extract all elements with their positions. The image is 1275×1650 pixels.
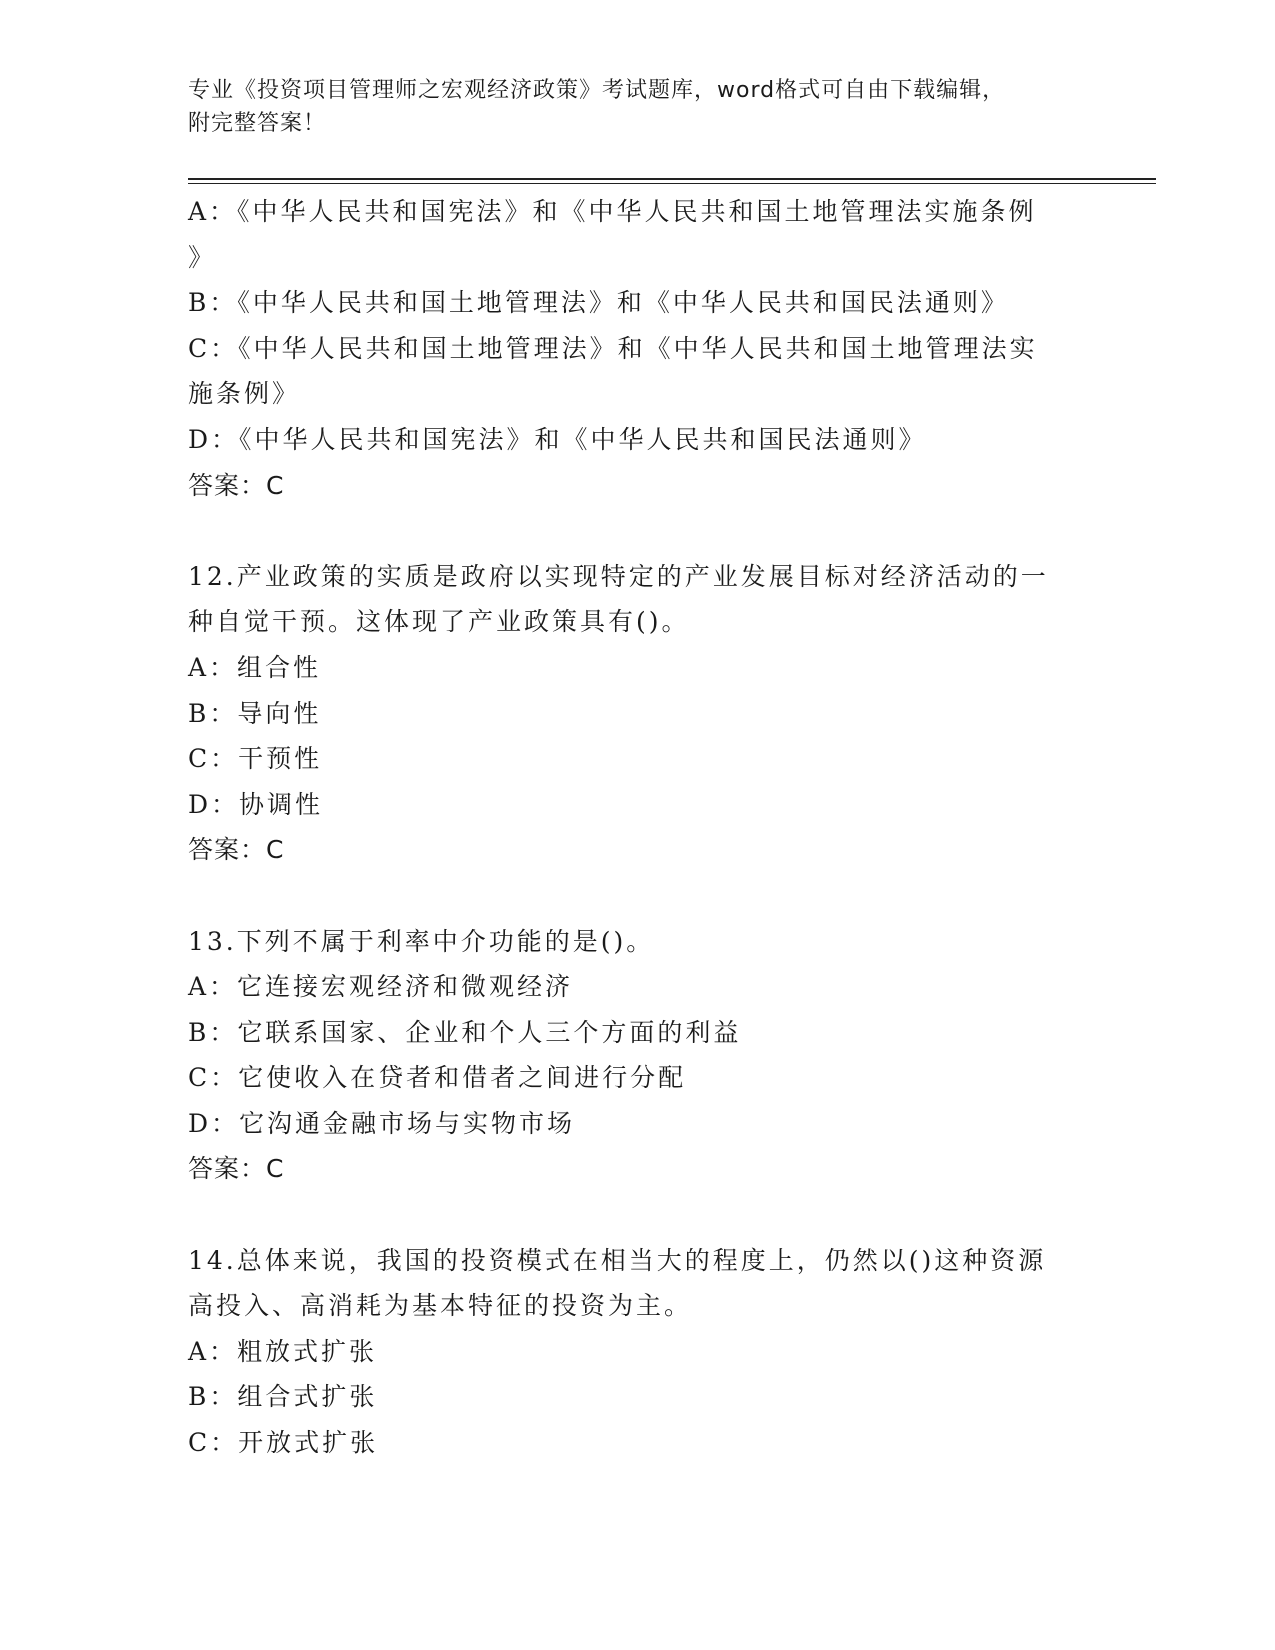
q13-option-b: B：它联系国家、企业和个人三个方面的利益 — [188, 1017, 742, 1047]
q11-option-c-line-2: 施条例》 — [188, 379, 301, 409]
q14-option-a: A：粗放式扩张 — [188, 1336, 378, 1366]
header-divider-thick — [188, 178, 1156, 180]
q13-option-d: D：它沟通金融市场与实物市场 — [188, 1108, 576, 1138]
header-divider-thin — [188, 183, 1156, 184]
spacer — [188, 1192, 1088, 1238]
q14-stem-line-2: 高投入、高消耗为基本特征的投资为主。 — [188, 1291, 693, 1321]
q12-stem-line-2: 种自觉干预。这体现了产业政策具有()。 — [188, 607, 690, 637]
q13-option-a: A：它连接宏观经济和微观经济 — [188, 972, 574, 1002]
question-13 — [188, 919, 1088, 1193]
q11-option-a-line-1: A：《中华人民共和国宪法》和《中华人民共和国土地管理法实施条例 — [188, 197, 1037, 226]
q12-option-b: B：导向性 — [188, 698, 322, 728]
header-line-1: 专业《投资项目管理师之宏观经济政策》考试题库，word格式可自由下载编辑， — [188, 78, 1006, 103]
q14-option-c: C：开放式扩张 — [188, 1428, 379, 1458]
q12-option-a: A：组合性 — [188, 652, 322, 682]
spacer — [188, 873, 1088, 919]
document-header — [188, 74, 1068, 140]
q12-answer: 答案：C — [188, 835, 285, 865]
q12-stem-line-1: 12.产业政策的实质是政府以实现特定的产业发展目标对经济活动的一 — [188, 561, 1049, 591]
question-12 — [188, 554, 1088, 873]
q13-answer: 答案：C — [188, 1154, 285, 1184]
question-14 — [188, 1238, 1088, 1466]
q11-option-b: B：《中华人民共和国土地管理法》和《中华人民共和国民法通则》 — [188, 288, 1009, 318]
q14-stem-line-1: 14.总体来说，我国的投资模式在相当大的程度上，仍然以()这种资源 — [188, 1245, 1047, 1275]
q11-option-c-line-1: C：《中华人民共和国土地管理法》和《中华人民共和国土地管理法实 — [188, 333, 1038, 363]
q12-option-c: C：干预性 — [188, 744, 323, 774]
q13-option-c: C：它使收入在贷者和借者之间进行分配 — [188, 1063, 687, 1093]
question-11-tail — [188, 189, 1088, 508]
header-line-2: 附完整答案！ — [188, 111, 327, 136]
q11-option-d: D：《中华人民共和国宪法》和《中华人民共和国民法通则》 — [188, 424, 927, 454]
q14-option-b: B：组合式扩张 — [188, 1382, 378, 1412]
spacer — [188, 508, 1088, 554]
question-content — [188, 189, 1088, 1466]
q11-answer: 答案：C — [188, 470, 285, 500]
q13-stem-line-1: 13.下列不属于利率中介功能的是()。 — [188, 926, 655, 956]
q12-option-d: D：协调性 — [188, 789, 324, 819]
q11-option-a-line-2: 》 — [188, 242, 217, 272]
